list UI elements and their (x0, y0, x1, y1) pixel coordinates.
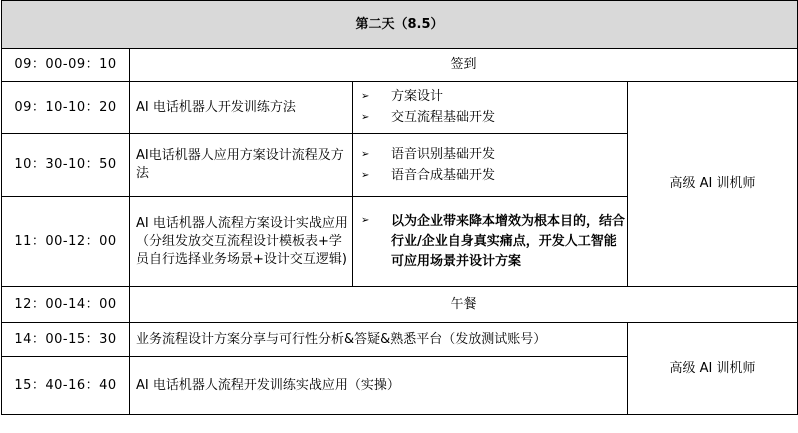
table-row (2, 323, 798, 357)
arrow-bullet-icon: ➢ (361, 148, 370, 160)
topic-cell: AI 电话机器人流程方案设计实战应用（分组发放交互流程设计模板表+学员自行选择业务场景+设计交互逻辑) (130, 197, 353, 287)
content-item: 方案设计 (391, 89, 444, 104)
time-cell: 09：10-10：20 (2, 82, 130, 134)
topic-cell: AI电话机器人应用方案设计流程及方法 (130, 134, 353, 197)
content-item: 语音识别基础开发 (391, 146, 496, 162)
topic-cell: 业务流程设计方案分享与可行性分析&答疑&熟悉平台（发放测试账号） (130, 323, 628, 357)
activity-cell: 午餐 (130, 287, 798, 323)
content-cell (353, 82, 628, 134)
list-item (361, 167, 627, 185)
time-cell: 09：00-09：10 (2, 49, 130, 82)
schedule-table (1, 0, 798, 415)
time-cell: 11：00-12：00 (2, 197, 130, 287)
day-header-row (2, 1, 798, 49)
trainer-cell: 高级 AI 训机师 (628, 323, 798, 415)
list-item (361, 109, 627, 127)
table-row (2, 82, 798, 134)
day-title: 第二天（8.5） (2, 1, 798, 49)
content-item: 语音合成基础开发 (391, 167, 496, 183)
arrow-bullet-icon: ➢ (361, 169, 370, 181)
time-cell: 14：00-15：30 (2, 323, 130, 357)
table-row (2, 287, 798, 323)
arrow-bullet-icon: ➢ (361, 214, 370, 226)
content-item: 以为企业带来降本增效为根本目的，结合行业/企业自身真实痛点，开发人工智能可应用场景并设计方案 (391, 213, 626, 269)
activity-cell: 签到 (130, 49, 798, 82)
time-cell: 12：00-14：00 (2, 287, 130, 323)
table-row (2, 49, 798, 82)
arrow-bullet-icon: ➢ (361, 112, 370, 123)
trainer-cell: 高级 AI 训机师 (628, 82, 798, 287)
list-item (361, 212, 627, 272)
content-item: 交互流程基础开发 (391, 110, 496, 125)
topic-cell: AI 电话机器人开发训练方法 (130, 82, 353, 134)
list-item (361, 146, 627, 164)
topic-cell: AI 电话机器人流程开发训练实战应用（实操） (130, 357, 628, 415)
time-cell: 15：40-16：40 (2, 357, 130, 415)
list-item (361, 88, 627, 106)
content-cell (353, 134, 628, 197)
time-cell: 10：30-10：50 (2, 134, 130, 197)
arrow-bullet-icon: ➢ (361, 91, 370, 102)
content-cell (353, 197, 628, 287)
